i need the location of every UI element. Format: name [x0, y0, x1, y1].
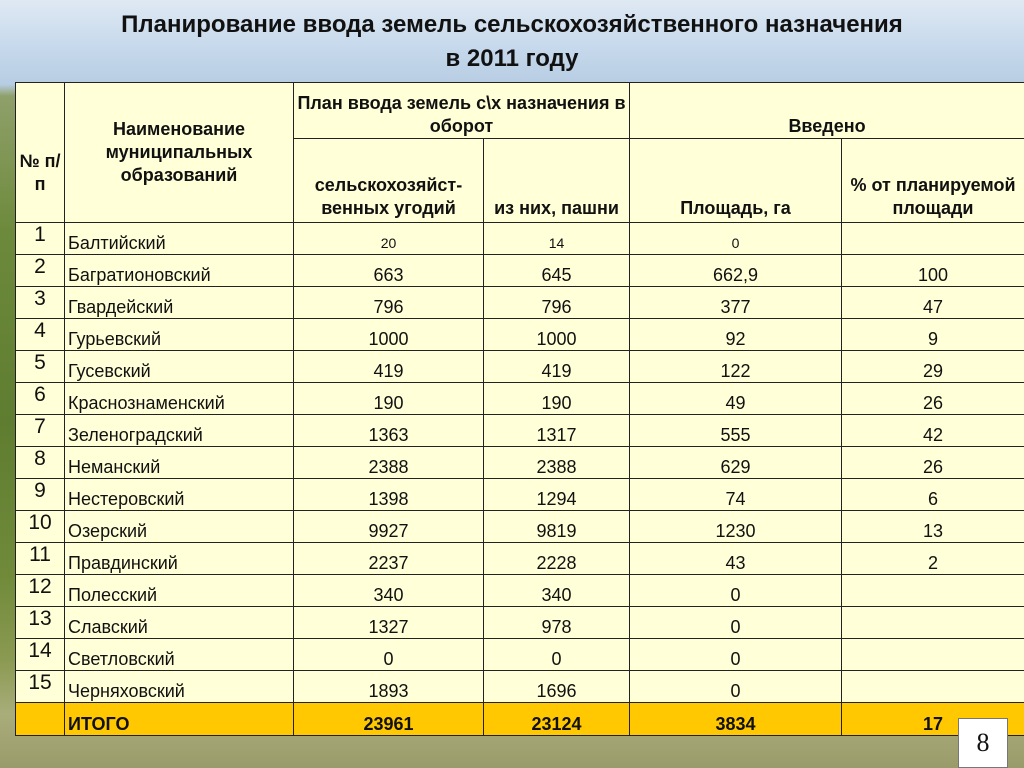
row-number: 6 — [16, 383, 65, 415]
plan-arable-cell: 0 — [484, 639, 630, 671]
done-area-cell: 629 — [630, 447, 842, 479]
municipality-name: Озерский — [65, 511, 294, 543]
done-area-cell: 0 — [630, 639, 842, 671]
done-area-cell: 377 — [630, 287, 842, 319]
done-area-cell: 662,9 — [630, 255, 842, 287]
table-row — [16, 543, 1024, 575]
header-row-1 — [16, 83, 1024, 139]
done-pct-cell — [842, 607, 1024, 639]
municipality-name: Правдинский — [65, 543, 294, 575]
done-area-cell: 43 — [630, 543, 842, 575]
plan-arable-cell: 1696 — [484, 671, 630, 703]
plan-agri-cell: 1893 — [294, 671, 484, 703]
title-line-2: в 2011 году — [445, 45, 579, 72]
slide-number: 8 — [958, 718, 1008, 768]
municipality-name: Гусевский — [65, 351, 294, 383]
row-number: 11 — [16, 543, 65, 575]
done-area-cell: 49 — [630, 383, 842, 415]
plan-arable-cell: 978 — [484, 607, 630, 639]
plan-agri-cell: 0 — [294, 639, 484, 671]
total-label: ИТОГО — [65, 703, 294, 736]
header-area: Площадь, га — [630, 139, 842, 223]
total-pct-cell: 17 — [842, 703, 1024, 736]
row-number: 13 — [16, 607, 65, 639]
plan-arable-cell: 190 — [484, 383, 630, 415]
plan-agri-cell: 663 — [294, 255, 484, 287]
header-plan-group: План ввода земель с\х назначения в оборот — [294, 83, 630, 139]
municipality-name: Балтийский — [65, 223, 294, 255]
municipality-name: Славский — [65, 607, 294, 639]
done-pct-cell: 100 — [842, 255, 1024, 287]
total-empty-cell — [16, 703, 65, 736]
municipality-name: Гвардейский — [65, 287, 294, 319]
row-number: 2 — [16, 255, 65, 287]
plan-arable-cell: 9819 — [484, 511, 630, 543]
done-pct-cell — [842, 671, 1024, 703]
table-row — [16, 575, 1024, 607]
plan-agri-cell: 419 — [294, 351, 484, 383]
plan-arable-cell: 1294 — [484, 479, 630, 511]
done-area-cell: 0 — [630, 223, 842, 255]
table-row — [16, 511, 1024, 543]
municipality-name: Зеленоградский — [65, 415, 294, 447]
row-number: 15 — [16, 671, 65, 703]
plan-agri-cell: 1327 — [294, 607, 484, 639]
done-pct-cell: 29 — [842, 351, 1024, 383]
done-area-cell: 92 — [630, 319, 842, 351]
done-pct-cell: 13 — [842, 511, 1024, 543]
row-number: 12 — [16, 575, 65, 607]
table-row — [16, 415, 1024, 447]
table-row — [16, 255, 1024, 287]
done-pct-cell — [842, 223, 1024, 255]
done-pct-cell: 6 — [842, 479, 1024, 511]
municipality-name: Черняховский — [65, 671, 294, 703]
plan-arable-cell: 2228 — [484, 543, 630, 575]
land-table — [15, 82, 1024, 736]
plan-arable-cell: 1317 — [484, 415, 630, 447]
done-area-cell: 0 — [630, 607, 842, 639]
plan-agri-cell: 1363 — [294, 415, 484, 447]
row-number: 7 — [16, 415, 65, 447]
done-pct-cell: 26 — [842, 383, 1024, 415]
plan-agri-cell: 9927 — [294, 511, 484, 543]
table-row — [16, 479, 1024, 511]
plan-arable-cell: 340 — [484, 575, 630, 607]
plan-arable-cell: 645 — [484, 255, 630, 287]
table-row — [16, 383, 1024, 415]
plan-agri-cell: 2237 — [294, 543, 484, 575]
plan-arable-cell: 419 — [484, 351, 630, 383]
row-number: 9 — [16, 479, 65, 511]
header-agri: сельскохозяйст-венных угодий — [294, 139, 484, 223]
page-title — [20, 8, 1004, 76]
done-pct-cell: 42 — [842, 415, 1024, 447]
done-area-cell: 74 — [630, 479, 842, 511]
plan-agri-cell: 796 — [294, 287, 484, 319]
header-num: № п/п — [16, 83, 65, 223]
done-area-cell: 0 — [630, 671, 842, 703]
row-number: 5 — [16, 351, 65, 383]
table-row — [16, 351, 1024, 383]
plan-arable-cell: 2388 — [484, 447, 630, 479]
plan-arable-cell: 796 — [484, 287, 630, 319]
header-arable: из них, пашни — [484, 139, 630, 223]
done-pct-cell: 26 — [842, 447, 1024, 479]
done-area-cell: 1230 — [630, 511, 842, 543]
row-number: 14 — [16, 639, 65, 671]
table-row — [16, 639, 1024, 671]
done-pct-cell — [842, 575, 1024, 607]
header-pct: % от планируемой площади — [842, 139, 1024, 223]
done-pct-cell — [842, 639, 1024, 671]
table-row — [16, 319, 1024, 351]
municipality-name: Нестеровский — [65, 479, 294, 511]
table-row — [16, 671, 1024, 703]
title-line-1: Планирование ввода земель сельскохозяйственного назначения — [121, 11, 903, 38]
municipality-name: Багратионовский — [65, 255, 294, 287]
municipality-name: Краснознаменский — [65, 383, 294, 415]
municipality-name: Светловский — [65, 639, 294, 671]
header-name: Наименование муниципальных образований — [65, 83, 294, 223]
table-row — [16, 447, 1024, 479]
municipality-name: Полесский — [65, 575, 294, 607]
done-pct-cell: 47 — [842, 287, 1024, 319]
plan-arable-cell: 14 — [484, 223, 630, 255]
row-number: 1 — [16, 223, 65, 255]
total-row — [16, 703, 1024, 736]
plan-agri-cell: 2388 — [294, 447, 484, 479]
row-number: 3 — [16, 287, 65, 319]
total-area-cell: 3834 — [630, 703, 842, 736]
plan-agri-cell: 1000 — [294, 319, 484, 351]
municipality-name: Гурьевский — [65, 319, 294, 351]
done-area-cell: 122 — [630, 351, 842, 383]
plan-agri-cell: 1398 — [294, 479, 484, 511]
header-done-group: Введено — [630, 83, 1024, 139]
done-pct-cell: 2 — [842, 543, 1024, 575]
table-row — [16, 607, 1024, 639]
plan-agri-cell: 340 — [294, 575, 484, 607]
plan-agri-cell: 20 — [294, 223, 484, 255]
done-area-cell: 555 — [630, 415, 842, 447]
done-area-cell: 0 — [630, 575, 842, 607]
table-row — [16, 287, 1024, 319]
plan-arable-cell: 1000 — [484, 319, 630, 351]
done-pct-cell: 9 — [842, 319, 1024, 351]
table-row — [16, 223, 1024, 255]
row-number: 10 — [16, 511, 65, 543]
row-number: 4 — [16, 319, 65, 351]
row-number: 8 — [16, 447, 65, 479]
total-arable-cell: 23124 — [484, 703, 630, 736]
total-agri-cell: 23961 — [294, 703, 484, 736]
plan-agri-cell: 190 — [294, 383, 484, 415]
municipality-name: Неманский — [65, 447, 294, 479]
